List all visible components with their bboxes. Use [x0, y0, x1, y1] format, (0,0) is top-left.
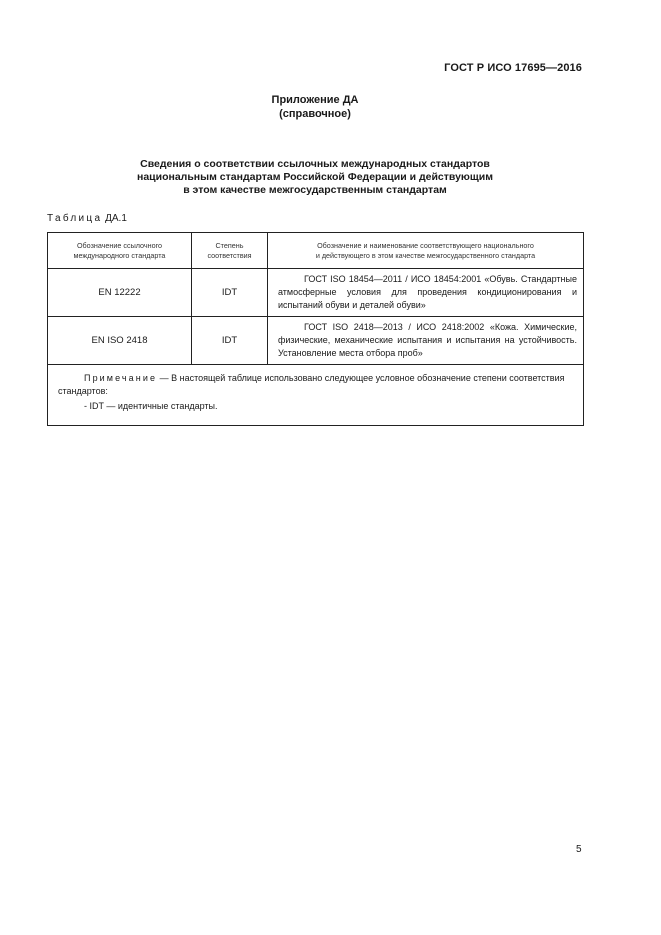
national-standard-cell: [268, 269, 584, 317]
appendix-title: Приложение ДА: [271, 94, 359, 106]
page-number: 5: [576, 844, 582, 855]
table-note: [58, 372, 575, 398]
table-note-row: [48, 365, 584, 426]
national-standard-text: ГОСТ ISO 2418—2013 / ИСО 2418:2002 «Кожа. Химические, физические, механические испытания и испытания на устойчивость. Установление места отбора проб»: [278, 322, 577, 358]
table-row: [48, 317, 584, 365]
header-degree-line-1: Степень: [215, 240, 244, 250]
degree-cell: IDT: [192, 269, 268, 317]
appendix-heading: [0, 93, 630, 121]
section-title: [0, 158, 630, 197]
section-title-line-2: национальным стандартам Российской Федерации и действующим: [136, 171, 493, 183]
header-national-line-1: Обозначение и наименование соответствующего национального: [317, 240, 534, 250]
table-caption: [47, 213, 127, 224]
reference-standard-cell: EN 12222: [48, 269, 192, 317]
table-header-row: [48, 233, 584, 269]
table-row: [48, 269, 584, 317]
correspondence-table: [47, 232, 584, 426]
header-degree: [192, 233, 268, 269]
standard-designation: ГОСТ Р ИСО 17695—2016: [444, 62, 582, 74]
header-reference-line-1: Обозначение ссылочного: [76, 240, 163, 250]
reference-standard-cell: EN ISO 2418: [48, 317, 192, 365]
degree-cell: IDT: [192, 317, 268, 365]
note-list-item: - IDT — идентичные стандарты.: [84, 401, 218, 411]
national-standard-cell: [268, 317, 584, 365]
section-title-line-3: в этом качестве межгосударственным стандартам: [183, 184, 447, 196]
appendix-subtitle: (справочное): [279, 108, 351, 120]
table-caption-word: Таблица: [47, 213, 103, 224]
national-standard-text: ГОСТ ISO 18454—2011 / ИСО 18454:2001 «Обувь. Стандартные атмосферные условия для проведения кондиционирования и испытаний обуви и деталей обуви»: [278, 274, 577, 310]
header-degree-line-2: соответствия: [207, 250, 252, 260]
note-label: Примечание: [84, 373, 158, 383]
header-national-standard: [268, 233, 584, 269]
table-caption-number: ДА.1: [105, 213, 127, 224]
section-title-line-1: Сведения о соответствии ссылочных международных стандартов: [140, 158, 490, 170]
table-note-cell: [48, 365, 584, 426]
header-reference-line-2: международного стандарта: [73, 250, 166, 260]
header-national-line-2: и действующего в этом качестве межгосударственного стандарта: [315, 250, 536, 260]
header-reference-standard: [48, 233, 192, 269]
note-text: — В настоящей таблице использовано следующее условное обозначение степени соответствия стандартов:: [58, 373, 565, 396]
